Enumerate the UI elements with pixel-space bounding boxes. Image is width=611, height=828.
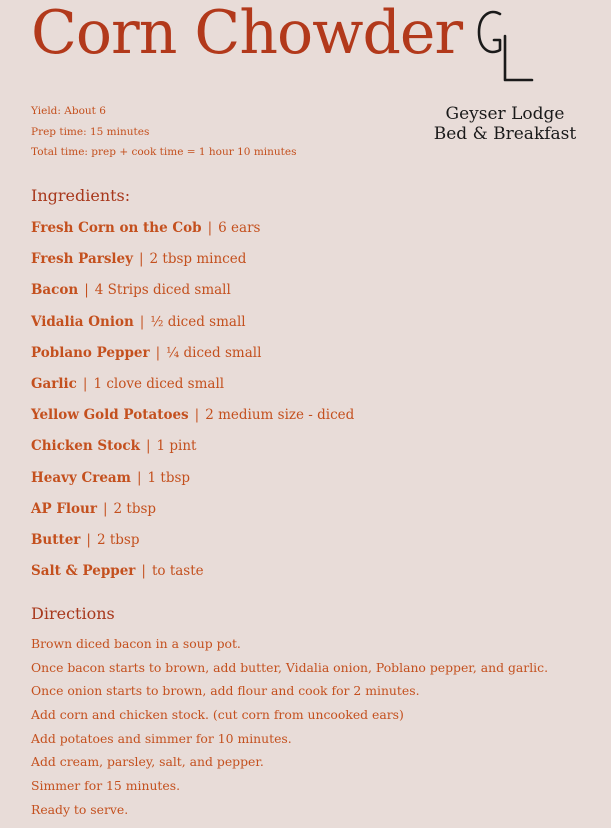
- ingredient-item: [31, 311, 354, 342]
- direction-step: Ready to serve.: [31, 801, 129, 817]
- ingredient-item: [31, 498, 354, 529]
- ingredient-amount: 2 tbsp minced: [149, 251, 247, 268]
- direction-step: Simmer for 15 minutes.: [31, 778, 181, 794]
- ingredients-list: [31, 217, 354, 591]
- ingredient-name: Fresh Parsley: [31, 251, 133, 268]
- ingredient-separator: |: [84, 282, 89, 299]
- ingredient-item: [31, 467, 354, 498]
- recipe-title: Corn Chowder: [31, 0, 463, 68]
- ingredient-name: AP Flour: [31, 500, 97, 517]
- ingredient-name: Salt & Pepper: [31, 563, 136, 580]
- ingredient-separator: |: [194, 407, 200, 424]
- lodge-name-line1: Geyser Lodge: [445, 104, 565, 124]
- direction-step: Brown diced bacon in a soup pot.: [31, 636, 241, 651]
- ingredient-separator: |: [155, 344, 161, 361]
- direction-step: Add potatoes and simmer for 10 minutes.: [31, 730, 292, 746]
- direction-step: Once bacon starts to brown, add butter, Vidalia onion, Poblano pepper, and garlic.: [31, 659, 549, 675]
- ingredient-name: Bacon: [31, 282, 79, 299]
- ingredient-name: Heavy Cream: [31, 469, 131, 486]
- ingredient-amount: 2 tbsp: [96, 531, 140, 548]
- ingredient-amount: to taste: [151, 563, 204, 580]
- total-time-text: Total time: prep + cook time = 1 hour 10 minutes: [31, 146, 297, 158]
- lodge-name-line2: Bed & Breakfast: [433, 124, 577, 144]
- ingredient-amount: 1 clove diced small: [93, 375, 225, 392]
- recipe-meta: [31, 101, 296, 163]
- ingredient-amount: 1 tbsp: [147, 469, 191, 486]
- ingredient-item: [31, 217, 354, 248]
- ingredient-name: Butter: [31, 531, 81, 548]
- gl-logo-icon: [472, 6, 538, 88]
- ingredient-amount: ¼ diced small: [166, 344, 262, 361]
- direction-step: Add corn and chicken stock. (cut corn from uncooked ears): [31, 707, 404, 723]
- ingredient-item: [31, 342, 354, 373]
- ingredient-separator: |: [139, 313, 145, 330]
- ingredient-item: [31, 529, 354, 560]
- ingredient-name: Fresh Corn on the Cob: [31, 220, 202, 236]
- lodge-name: [420, 104, 590, 144]
- ingredient-item: [31, 404, 354, 435]
- ingredient-amount: 2 tbsp: [113, 500, 157, 517]
- ingredient-separator: |: [145, 438, 151, 455]
- ingredient-name: Yellow Gold Potatoes: [31, 407, 189, 424]
- ingredient-amount: 1 pint: [156, 438, 197, 455]
- ingredient-amount: 2 medium size - diced: [205, 407, 355, 424]
- ingredient-separator: |: [82, 375, 88, 392]
- direction-step: Once onion starts to brown, add flour and cook for 2 minutes.: [31, 683, 420, 699]
- ingredient-separator: |: [138, 251, 144, 268]
- ingredient-name: Poblano Pepper: [31, 344, 150, 361]
- prep-time-text: Prep time: 15 minutes: [31, 125, 150, 138]
- ingredient-item: [31, 373, 354, 404]
- ingredient-name: Garlic: [31, 375, 77, 392]
- ingredient-amount: 4 Strips diced small: [94, 282, 231, 299]
- directions-heading: Directions: [31, 604, 115, 623]
- ingredient-item: [31, 560, 354, 591]
- ingredient-separator: |: [86, 531, 91, 548]
- ingredient-separator: |: [207, 220, 213, 236]
- ingredient-item: [31, 279, 354, 310]
- ingredients-heading: Ingredients:: [31, 186, 131, 205]
- ingredient-name: Vidalia Onion: [31, 313, 134, 330]
- ingredient-separator: |: [102, 500, 108, 517]
- ingredient-separator: |: [136, 469, 142, 486]
- ingredient-item: [31, 435, 354, 466]
- ingredient-amount: ½ diced small: [150, 313, 246, 330]
- direction-step: Add cream, parsley, salt, and pepper.: [31, 754, 264, 770]
- yield-text: Yield: About 6: [31, 105, 106, 117]
- ingredient-item: [31, 248, 354, 279]
- directions-list: [31, 633, 548, 823]
- ingredient-name: Chicken Stock: [31, 438, 140, 455]
- ingredient-amount: 6 ears: [218, 220, 261, 236]
- ingredient-separator: |: [141, 563, 146, 580]
